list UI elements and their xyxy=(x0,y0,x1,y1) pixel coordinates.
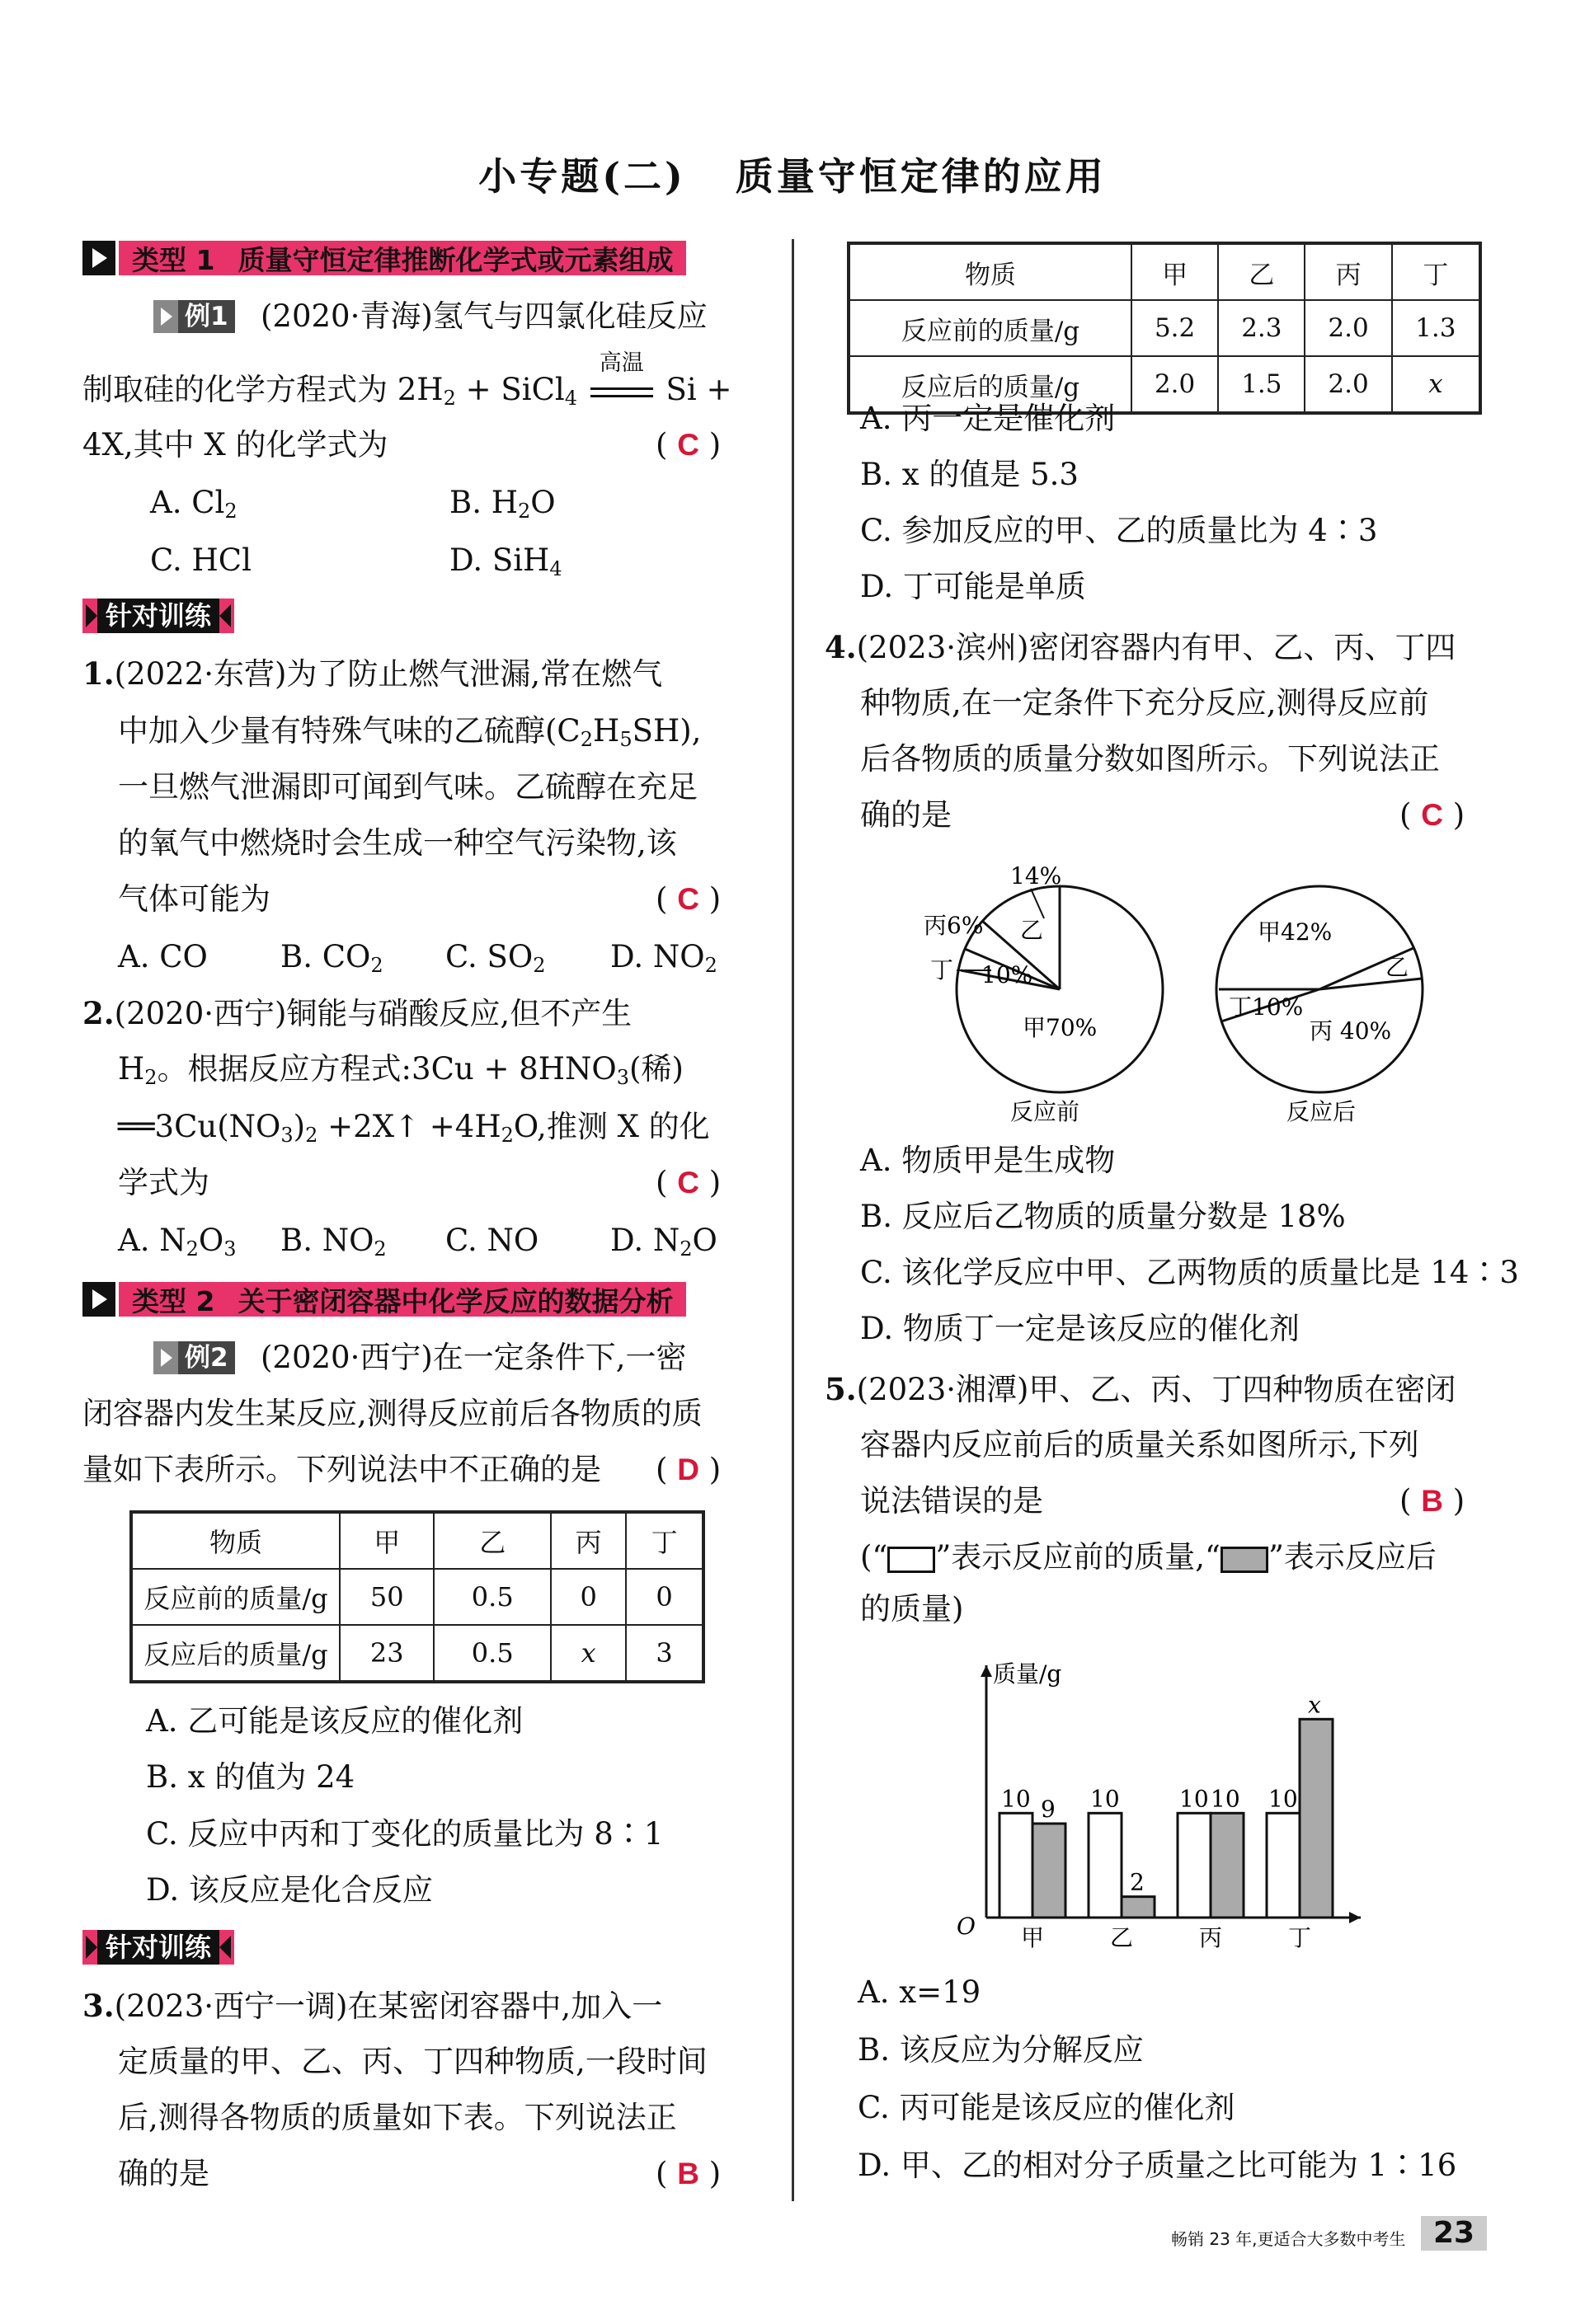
option-b: B. $NO_2$ xyxy=(280,1223,387,1261)
q2-line3: $══3Cu(NO_3)_2$ +2X↑ $+4H_2O$,推测 X 的化 xyxy=(118,1109,710,1147)
section-title: 关于密闭容器中化学反应的数据分析 xyxy=(238,1284,674,1317)
practice-label: 针对训练 xyxy=(97,1930,219,1965)
option-a: A. $N_2O_3$ xyxy=(118,1223,237,1261)
y-axis-label: 质量/g xyxy=(993,1660,1062,1688)
option-a: A. CO xyxy=(118,939,208,974)
category-label: 丁 xyxy=(1288,1924,1312,1951)
pie-before-label-ding: 丁 xyxy=(930,956,954,984)
option-b: B. 反应后乙物质的质量分数是 18% xyxy=(860,1199,1346,1234)
example1-tag xyxy=(153,300,235,333)
q5-line5: 的质量) xyxy=(860,1591,964,1627)
play-icon xyxy=(153,300,178,333)
x-axis-arrow xyxy=(1349,1912,1361,1923)
q3-line3: 后,测得各物质的质量如下表。下列说法正 xyxy=(118,2100,677,2135)
option-c: C. HCl xyxy=(150,542,252,578)
category-label: 乙 xyxy=(1110,1924,1134,1951)
pie-before-label-bing: 丙6% xyxy=(924,912,984,939)
option-d: D. 该反应是化合反应 xyxy=(146,1872,433,1908)
example2-line2: 闭容器内发生某反应,测得反应前后各物质的质 xyxy=(82,1396,703,1431)
bar-after-value: 9 xyxy=(1041,1796,1056,1823)
example1-line3: 4X,其中 X 的化学式为 xyxy=(82,427,388,462)
pie-before-label-14: 14% xyxy=(1010,862,1062,890)
q5-line4: (“ ”表示反应前的质量,“ ”表示反应后 xyxy=(860,1539,1437,1575)
q1-line5: 气体可能为 xyxy=(118,881,270,917)
example2-line3: 量如下表所示。下列说法中不正确的是 xyxy=(82,1452,601,1487)
q4-line4: 确的是 xyxy=(860,797,952,833)
q4-line1: 4.(2023·滨州)密闭容器内有甲、乙、丙、丁四 xyxy=(825,629,1456,665)
option-c: C. 反应中丙和丁变化的质量比为 8∶1 xyxy=(146,1816,664,1852)
play-icon xyxy=(82,1282,115,1317)
option-d: D. 物质丁一定是该反应的催化剂 xyxy=(860,1311,1300,1346)
bar-after-value: 2 xyxy=(1130,1868,1145,1896)
answer-slot: ( B ) xyxy=(656,2156,722,2191)
option-a: A. $Cl_2$ xyxy=(150,485,238,523)
play-icon xyxy=(82,241,115,275)
bar-before xyxy=(999,1813,1032,1918)
category-label: 丙 xyxy=(1199,1924,1223,1951)
option-b: B. x 的值为 24 xyxy=(146,1759,355,1795)
option-b: B. 该反应为分解反应 xyxy=(858,2032,1144,2068)
legend-after-swatch xyxy=(1220,1547,1268,1573)
example-label: 例2 xyxy=(178,1341,235,1374)
bar-before xyxy=(1089,1813,1122,1918)
q2-line4: 学式为 xyxy=(118,1165,209,1200)
option-b: B. $CO_2$ xyxy=(280,939,383,977)
bar-after-value: 10 xyxy=(1211,1785,1240,1813)
option-c: C. NO xyxy=(445,1223,539,1258)
q4-line2: 种物质,在一定条件下充分反应,测得反应前 xyxy=(860,685,1429,721)
section-label: 类型 2 xyxy=(132,1284,215,1317)
bar-before-value: 10 xyxy=(1090,1785,1120,1813)
option-d: D. 甲、乙的相对分子质量之比可能为 1∶16 xyxy=(858,2148,1457,2183)
example2-table xyxy=(129,1510,705,1683)
option-b: B. x 的值是 5.3 xyxy=(860,457,1079,492)
example2-line1: (2020·西宁)在一定条件下,一密 xyxy=(261,1340,687,1375)
bar-before xyxy=(1178,1813,1211,1918)
practice-tag xyxy=(82,1930,234,1965)
q1-line3: 一旦燃气泄漏即可闻到气味。乙硫醇在充足 xyxy=(118,769,698,805)
play-icon xyxy=(153,1341,178,1374)
example1-line1: (2020·青海)氢气与四氯化硅反应 xyxy=(261,298,708,334)
table-row: 反应后的质量/g 23 0.5 x 3 xyxy=(131,1625,703,1682)
q1-line1: 1.(2022·东营)为了防止燃气泄漏,常在燃气 xyxy=(82,655,663,692)
bar-before-value: 10 xyxy=(1179,1785,1209,1813)
pie-before-label-yi: 乙 xyxy=(1020,917,1044,944)
legend-before-swatch xyxy=(887,1547,935,1573)
example-label: 例1 xyxy=(178,300,235,333)
q2-line2: $H_2$。根据反应方程式:3Cu + $8HNO_3$(稀) xyxy=(118,1051,684,1089)
option-d: D. 丁可能是单质 xyxy=(860,569,1086,604)
section-type1 xyxy=(82,239,686,277)
q5-line1: 5.(2023·湘潭)甲、乙、丙、丁四种物质在密闭 xyxy=(825,1371,1456,1407)
bar-after xyxy=(1211,1813,1244,1918)
option-b: B. $H_2O$ xyxy=(449,485,556,523)
answer-slot: ( C ) xyxy=(1399,797,1465,833)
option-d: D. $NO_2$ xyxy=(610,939,717,977)
reaction-condition: 高温 xyxy=(599,350,644,376)
table-row: 反应后的质量/g 2.0 1.5 2.0 x xyxy=(849,356,1480,413)
q3-line2: 定质量的甲、乙、丙、丁四种物质,一段时间 xyxy=(118,2044,708,2079)
q5-line3: 说法错误的是 xyxy=(860,1483,1043,1519)
label-leader xyxy=(1031,889,1044,918)
q3-line1: 3.(2023·西宁一调)在某密闭容器中,加入一 xyxy=(82,1988,663,2024)
option-c: C. 参加反应的甲、乙的质量比为 4∶3 xyxy=(860,513,1378,548)
answer-slot: ( C ) xyxy=(656,1165,722,1200)
table-row: 反应前的质量/g 5.2 2.3 2.0 1.3 xyxy=(849,300,1480,356)
pie-charts xyxy=(858,841,1583,1138)
bar-before-value: 10 xyxy=(1268,1785,1298,1813)
option-a: A. x=19 xyxy=(858,1974,981,2010)
answer-slot: ( B ) xyxy=(1399,1483,1465,1519)
table-row: 物质 甲 乙 丙 丁 xyxy=(849,243,1480,300)
option-a: A. 物质甲是生成物 xyxy=(860,1143,1116,1178)
example2-tag xyxy=(153,1341,235,1374)
bar-before xyxy=(1267,1813,1300,1918)
example1-line2: 制取硅的化学方程式为 $2H_2$ + SiCl$_4$ 高温 Si + xyxy=(82,350,732,410)
q4-line3: 后各物质的质量分数如图所示。下列说法正 xyxy=(860,741,1440,777)
column-divider xyxy=(792,239,794,2201)
pie-after-label-ding: 丁10% xyxy=(1229,993,1304,1021)
footer-slogan: 畅销 23 年,更适合大多数中考生 xyxy=(1171,2229,1406,2249)
y-axis-arrow xyxy=(981,1665,992,1677)
bar-after-value: x xyxy=(1308,1691,1321,1719)
practice-tag xyxy=(82,599,234,633)
section-label: 类型 1 xyxy=(132,243,215,276)
q1-line2: 中加入少量有特殊气味的乙硫醇$(C_2H_5SH)$, xyxy=(118,713,702,751)
answer-slot: ( C ) xyxy=(656,881,722,917)
practice-label: 针对训练 xyxy=(97,599,219,633)
bar-before-value: 10 xyxy=(1001,1785,1031,1813)
table-row: 反应前的质量/g 50 0.5 0 0 xyxy=(131,1569,703,1625)
bar-after xyxy=(1032,1824,1065,1918)
option-c: C. 该化学反应中甲、乙两物质的质量比是 14∶3 xyxy=(860,1255,1519,1290)
option-a: A. 乙可能是该反应的催化剂 xyxy=(146,1703,524,1739)
option-c: C. $SO_2$ xyxy=(445,939,546,977)
answer-slot: ( C ) xyxy=(656,427,722,462)
pie-after-caption: 反应后 xyxy=(1286,1098,1357,1125)
q2-line1: 2.(2020·西宁)铜能与硝酸反应,但不产生 xyxy=(82,995,633,1031)
pie-after-label-jia: 甲42% xyxy=(1258,918,1333,946)
origin-label: O xyxy=(957,1913,976,1940)
q3-table xyxy=(847,242,1482,415)
pie-before-label-ding-pct: 10% xyxy=(981,961,1033,988)
pie-after-label-bing: 丙 40% xyxy=(1310,1017,1392,1045)
pie-before-caption: 反应前 xyxy=(1010,1098,1080,1125)
category-label: 甲 xyxy=(1021,1924,1045,1951)
option-d: D. SiH$_4$ xyxy=(449,542,562,580)
section-type2 xyxy=(82,1280,686,1318)
pie-after-label-yi: 乙 xyxy=(1385,954,1409,981)
page-number: 23 xyxy=(1421,2216,1487,2251)
bar-after xyxy=(1300,1719,1333,1918)
q5-line2: 容器内反应前后的质量关系如图所示,下列 xyxy=(860,1427,1419,1462)
option-c: C. 丙可能是该反应的催化剂 xyxy=(858,2090,1235,2125)
pie-before xyxy=(924,862,1163,1125)
table-row: 物质 甲 乙 丙 丁 xyxy=(131,1512,703,1569)
page-title: 小专题(二) 质量守恒定律的应用 xyxy=(478,154,1107,199)
option-a: A. 丙一定是催化剂 xyxy=(860,401,1116,436)
option-d: D. $N_2O$ xyxy=(610,1223,717,1261)
bar-chart xyxy=(948,1641,1394,1962)
q1-line4: 的氧气中燃烧时会生成一种空气污染物,该 xyxy=(118,825,677,861)
pie-after xyxy=(1216,886,1423,1125)
section-title: 质量守恒定律推断化学式或元素组成 xyxy=(238,243,674,276)
answer-slot: ( D ) xyxy=(656,1452,722,1487)
bar-after xyxy=(1122,1897,1155,1918)
q3-line4: 确的是 xyxy=(118,2156,209,2191)
pie-before-label-jia: 甲70% xyxy=(1023,1014,1098,1041)
